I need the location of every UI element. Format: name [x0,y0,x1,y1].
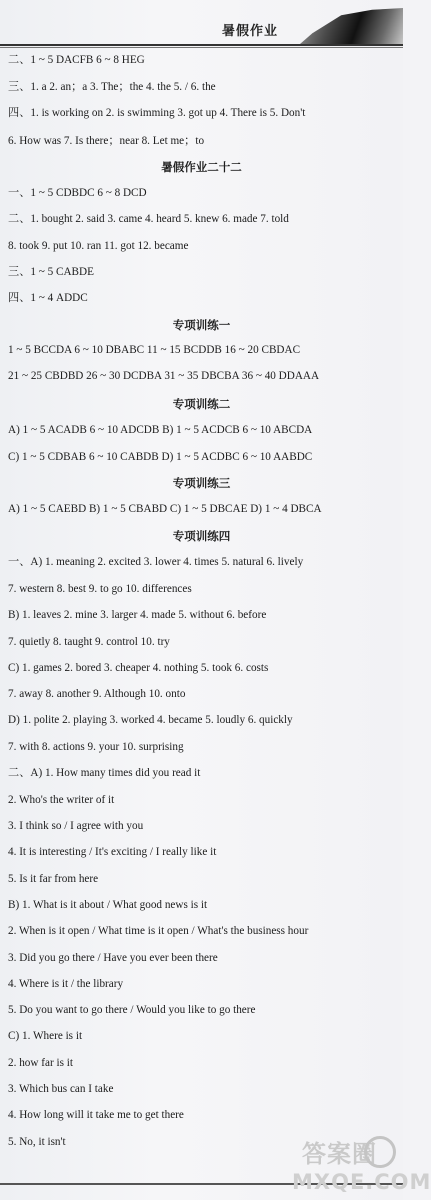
answer-line: 一、A) 1. meaning 2. excited 3. lower 4. times 5. natural 6. lively [8,556,304,568]
answer-line: 三、1. a 2. an；a 3. The；the 4. the 5. / 6. the [8,81,216,93]
answer-line: 四、1. is working on 2. is swimming 3. got up 4. There is 5. Don't [8,107,306,119]
answer-line: A) 1 ~ 5 ACADB 6 ~ 10 ADCDB B) 1 ~ 5 ACDCB 6 ~ 10 ABCDA [8,424,313,436]
answer-line: 3. Which bus can I take [8,1083,114,1095]
answer-line: 2. Who's the writer of it [8,794,115,806]
watermark-bottom-text: MXQE.COM [292,1170,431,1194]
answer-line: 四、1 ~ 4 ADDC [8,292,88,304]
answer-line: 2. how far is it [8,1057,73,1069]
section-heading: 暑假作业二十二 [161,160,242,174]
answer-line: 6. How was 7. Is there；near 8. Let me；to [8,135,205,147]
answer-line: 5. No, it isn't [8,1136,66,1148]
answer-line: C) 1 ~ 5 CDBAB 6 ~ 10 CABDB D) 1 ~ 5 ACDBC 6 ~ 10 AABDC [8,451,313,463]
answer-line: 4. How long will it take me to get there [8,1109,184,1121]
answer-line: 二、1. bought 2. said 3. came 4. heard 5. knew 6. made 7. told [8,213,289,225]
header-rule [0,44,403,46]
answer-line: 2. When is it open / What time is it open / What's the business hour [8,925,309,937]
answer-line: 7. with 8. actions 9. your 10. surprising [8,741,184,753]
watermark-logo [282,1132,431,1200]
page-header [0,0,403,48]
answer-line: C) 1. Where is it [8,1030,83,1042]
answer-line: 二、A) 1. How many times did you read it [8,767,201,779]
answer-line: B) 1. What is it about / What good news is it [8,899,208,911]
answer-line: 7. western 8. best 9. to go 10. differences [8,583,192,595]
answer-line: 5. Is it far from here [8,873,99,885]
header-decoration [300,8,403,44]
section-heading: 专项训练一 [172,318,231,332]
header-title: 暑假作业 [222,24,279,39]
section-heading: 专项训练二 [172,397,231,411]
answer-line: 三、1 ~ 5 CABDE [8,266,94,278]
answer-line: 5. Do you want to go there / Would you like to go there [8,1004,256,1016]
watermark-top-text: 答案圈 [302,1140,377,1168]
answer-line: 3. Did you go there / Have you ever been there [8,952,218,964]
answer-line: 7. quietly 8. taught 9. control 10. try [8,636,170,648]
answer-line: 3. I think so / I agree with you [8,820,144,832]
answer-line: D) 1. polite 2. playing 3. worked 4. became 5. loudly 6. quickly [8,714,293,726]
watermark-circle-icon [364,1136,396,1168]
answer-line: 21 ~ 25 CBDBD 26 ~ 30 DCDBA 31 ~ 35 DBCBA 36 ~ 40 DDAAA [8,370,320,382]
answer-line: 7. away 8. another 9. Although 10. onto [8,688,186,700]
answer-line: 二、1 ~ 5 DACFB 6 ~ 8 HEG [8,54,145,66]
answer-line: 4. Where is it / the library [8,978,124,990]
section-heading: 专项训练三 [172,476,231,490]
answer-line: A) 1 ~ 5 CAEBD B) 1 ~ 5 CBABD C) 1 ~ 5 DBCAE D) 1 ~ 4 DBCA [8,503,322,515]
section-heading: 专项训练四 [172,529,231,543]
answer-line: 1 ~ 5 BCCDA 6 ~ 10 DBABC 11 ~ 15 BCDDB 16 ~ 20 CBDAC [8,344,301,356]
answer-line: 4. It is interesting / It's exciting / I really like it [8,846,217,858]
answer-line: C) 1. games 2. bored 3. cheaper 4. nothing 5. took 6. costs [8,662,269,674]
answer-line: B) 1. leaves 2. mine 3. larger 4. made 5. without 6. before [8,609,267,621]
answer-line: 8. took 9. put 10. ran 11. got 12. became [8,240,189,252]
answer-line: 一、1 ~ 5 CDBDC 6 ~ 8 DCD [8,187,147,199]
header-rule-thin [0,47,403,48]
